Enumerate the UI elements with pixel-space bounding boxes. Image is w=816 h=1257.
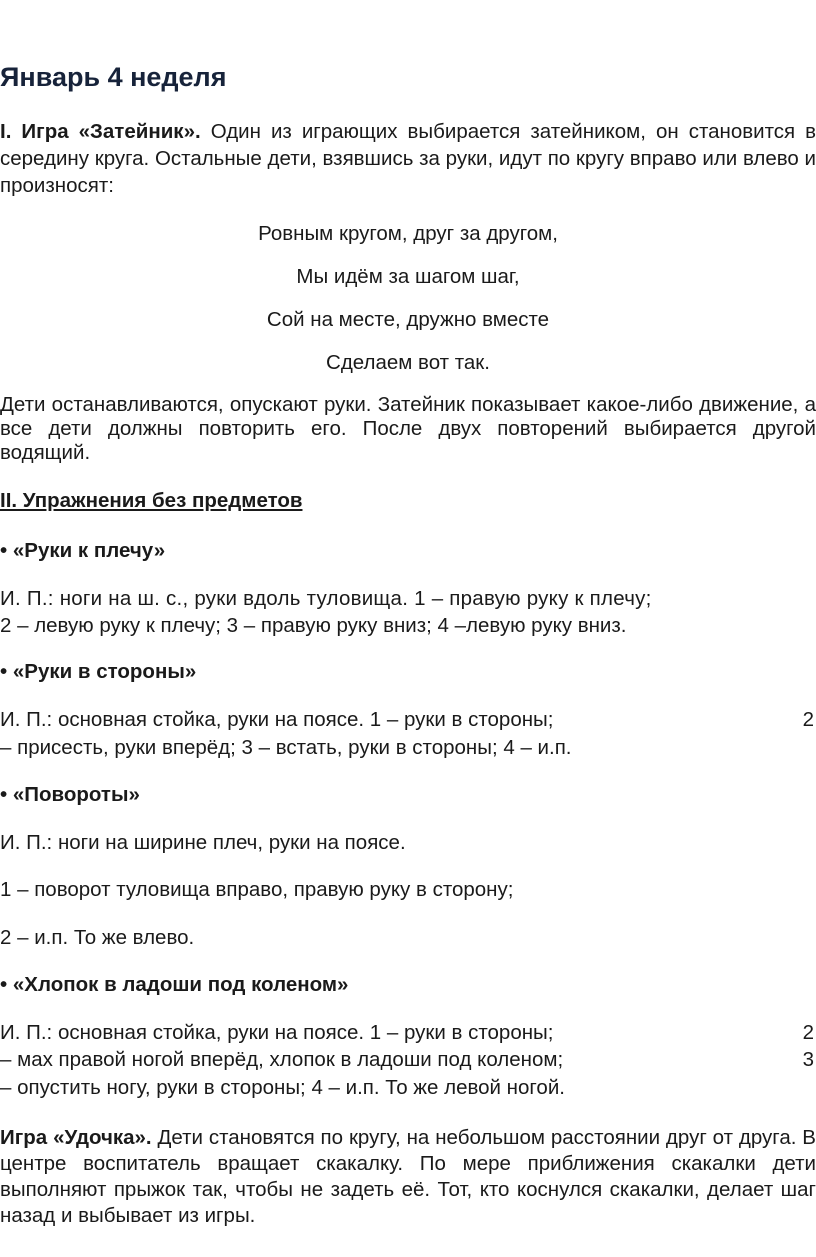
game1-intro: Один из играющих выбирается затейником, он становится в середину круга. Остальные дети, взявшись за руки, идут по кругу вправо или влево и произносят: [0, 120, 816, 197]
exercise2-line1-number: 2 [802, 708, 814, 731]
game1-after-paragraph: Дети останавливаются, опускают руки. Затейник показывает какое-либо движение, а все дети должны повторить его. После двух повторений выбирается другой водящий. [0, 393, 816, 464]
exercise1-title: • «Руки к плечу» [0, 539, 166, 562]
game1-paragraph [0, 118, 816, 199]
exercise4-line1-number: 2 [802, 1021, 814, 1044]
game1-label: I. Игра «Затейник». [0, 120, 201, 143]
game2-label: Игра «Удочка». [0, 1126, 152, 1149]
exercise1-line1: И. П.: ноги на ш. с., руки вдоль туловища. 1 – правую руку к плечу; [0, 587, 652, 610]
game2-paragraph [0, 1125, 816, 1229]
page-title: Январь 4 неделя [0, 62, 227, 92]
game2-text: Дети становятся по кругу, на небольшом расстоянии друг от друга. В центре воспитатель вращает скакалку. По мере приближения скакалки дети выполняют прыжок так, чтобы не задеть её. Тот, кто коснулся скакалки, делает шаг назад и выбывает из игры. [0, 1126, 816, 1227]
exercise4-line1 [0, 1019, 814, 1046]
exercise2-title: • «Руки в стороны» [0, 660, 197, 683]
section2-title: II. Упражнения без предметов [0, 489, 303, 512]
poem-line-1: Ровным кругом, друг за другом, [258, 222, 558, 245]
exercise4-line2-number: 3 [802, 1048, 814, 1071]
exercise2-line1-text: И. П.: основная стойка, руки на поясе. 1 – руки в стороны; [0, 708, 554, 731]
poem-line-2: Мы идём за шагом шаг, [296, 265, 520, 288]
exercise4-line1-text: И. П.: основная стойка, руки на поясе. 1 – руки в стороны; [0, 1021, 554, 1044]
poem-line-3: Сой на месте, дружно вместе [266, 308, 550, 331]
exercise4-title: • «Хлопок в ладоши под коленом» [0, 973, 349, 996]
exercise3-line3: 2 – и.п. То же влево. [0, 926, 195, 949]
exercise3-line2: 1 – поворот туловища вправо, правую руку в сторону; [0, 878, 514, 901]
poem-line-4: Сделаем вот так. [326, 351, 490, 374]
exercise3-line1: И. П.: ноги на ширине плеч, руки на поясе. [0, 831, 406, 854]
exercise1-line2: 2 – левую руку к плечу; 3 – правую руку вниз; 4 –левую руку вниз. [0, 614, 627, 637]
exercise2-line1 [0, 706, 814, 733]
exercise4-line2 [0, 1046, 814, 1073]
exercise4-line3: – опустить ногу, руки в стороны; 4 – и.п. То же левой ногой. [0, 1076, 565, 1099]
exercise4-line2-text: – мах правой ногой вперёд, хлопок в ладоши под коленом; [0, 1048, 564, 1071]
exercise3-title: • «Повороты» [0, 783, 140, 806]
exercise2-line2: – присесть, руки вперёд; 3 – встать, руки в стороны; 4 – и.п. [0, 736, 572, 759]
